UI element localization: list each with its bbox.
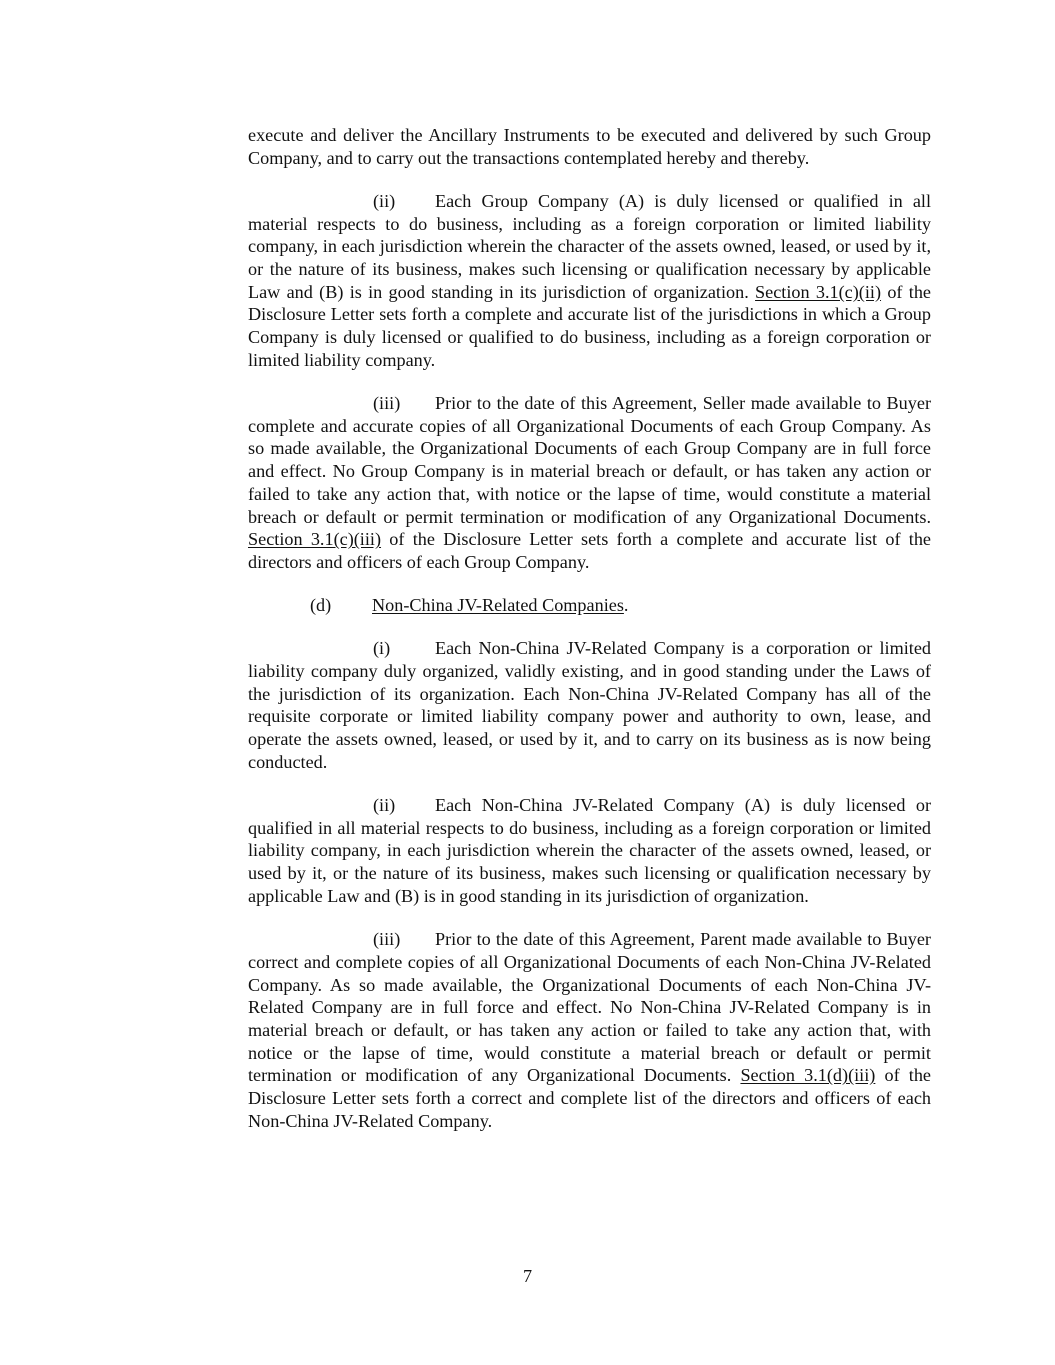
- section-reference: Section 3.1(c)(iii): [248, 529, 382, 550]
- section-heading-d: [248, 594, 931, 617]
- section-title-suffix: .: [623, 595, 629, 616]
- clause-number: (iii): [373, 929, 401, 950]
- paragraph-text: Each Group Company (A) is duly licensed or qualified in all material respects to do business, including as a foreign corporation or limited liability company, in each jurisdiction wherein the character of the assets owned, leased, or used by it, or the nature of its business, makes such licensing or qualification necessary by applicable Law and (B) is in good standing in its jurisdiction of organization.: [248, 190, 931, 302]
- paragraph-d-i: [248, 637, 931, 773]
- clause-number: (ii): [373, 190, 396, 211]
- paragraph-c-iii: [248, 392, 931, 574]
- section-reference: Section 3.1(c)(ii): [755, 281, 882, 302]
- paragraph-text: Prior to the date of this Agreement, Parent made available to Buyer correct and complete copies of all Organizational Documents of each Non-China JV-Related Company. As so made available, the Organizational Documents of each Non-China JV-Related Company are in full force and effect. No Non-China JV-Related Company is in material breach or default, or has taken any action or failed to take any action that, with notice or the lapse of time, would constitute a material breach or default or permit termination or modification of any Organizational Documents.: [248, 929, 931, 1086]
- paragraph-text: Each Non-China JV-Related Company (A) is duly licensed or qualified in all material respects to do business, including as a foreign corporation or limited liability company, in each jurisdiction wherein the character of the assets owned, leased, or used by it, or the nature of its business, makes such licensing or qualification necessary by applicable Law and (B) is in good standing in its jurisdiction of organization.: [248, 795, 931, 906]
- paragraph-text: of the Disclosure Letter sets forth a complete and accurate list of the jurisdictions in which a Group Company is duly licensed or qualified to do business, including as a foreign corporation or limited liability company.: [248, 281, 931, 370]
- paragraph-continuation: execute and deliver the Ancillary Instruments to be executed and delivered by such Group Company, and to carry out the transactions contemplated hereby and thereby.: [248, 125, 931, 168]
- page-number: 7: [522, 1266, 533, 1286]
- paragraph-text: of the Disclosure Letter sets forth a correct and complete list of the directors and officers of each Non-China JV-Related Company.: [248, 1065, 931, 1131]
- paragraph-d-ii: [248, 794, 931, 908]
- section-title: Non-China JV-Related Companies: [372, 595, 624, 616]
- clause-number: (d): [310, 595, 332, 616]
- clause-number: (ii): [373, 795, 396, 816]
- paragraph-c-ii: [248, 190, 931, 372]
- paragraph-d-iii: [248, 928, 931, 1132]
- clause-number: (iii): [373, 393, 401, 414]
- paragraph-text: Each Non-China JV-Related Company is a corporation or limited liability company duly organized, validly existing, and in good standing under the Laws of the jurisdiction of its organization. Each Non-China JV-Related Company has all of the requisite corporate or limited liability company power and authority to own, lease, and operate the assets owned, leased, or used by it, and to carry on its business as is now being conducted.: [248, 638, 931, 772]
- document-page: [248, 124, 931, 1132]
- clause-number: (i): [373, 638, 391, 659]
- section-reference: Section 3.1(d)(iii): [740, 1065, 876, 1086]
- paragraph-text: Prior to the date of this Agreement, Seller made available to Buyer complete and accurate copies of all Organizational Documents of each Group Company. As so made available, the Organizational Documents of each Group Company are in full force and effect. No Group Company is in material breach or default, or has taken any action or failed to take any action that, with notice or the lapse of time, would constitute a material breach or default or permit termination or modification of any Organizational Documents.: [248, 393, 931, 527]
- paragraph-text: of the Disclosure Letter sets forth a complete and accurate list of the directors and officers of each Group Company.: [248, 529, 931, 572]
